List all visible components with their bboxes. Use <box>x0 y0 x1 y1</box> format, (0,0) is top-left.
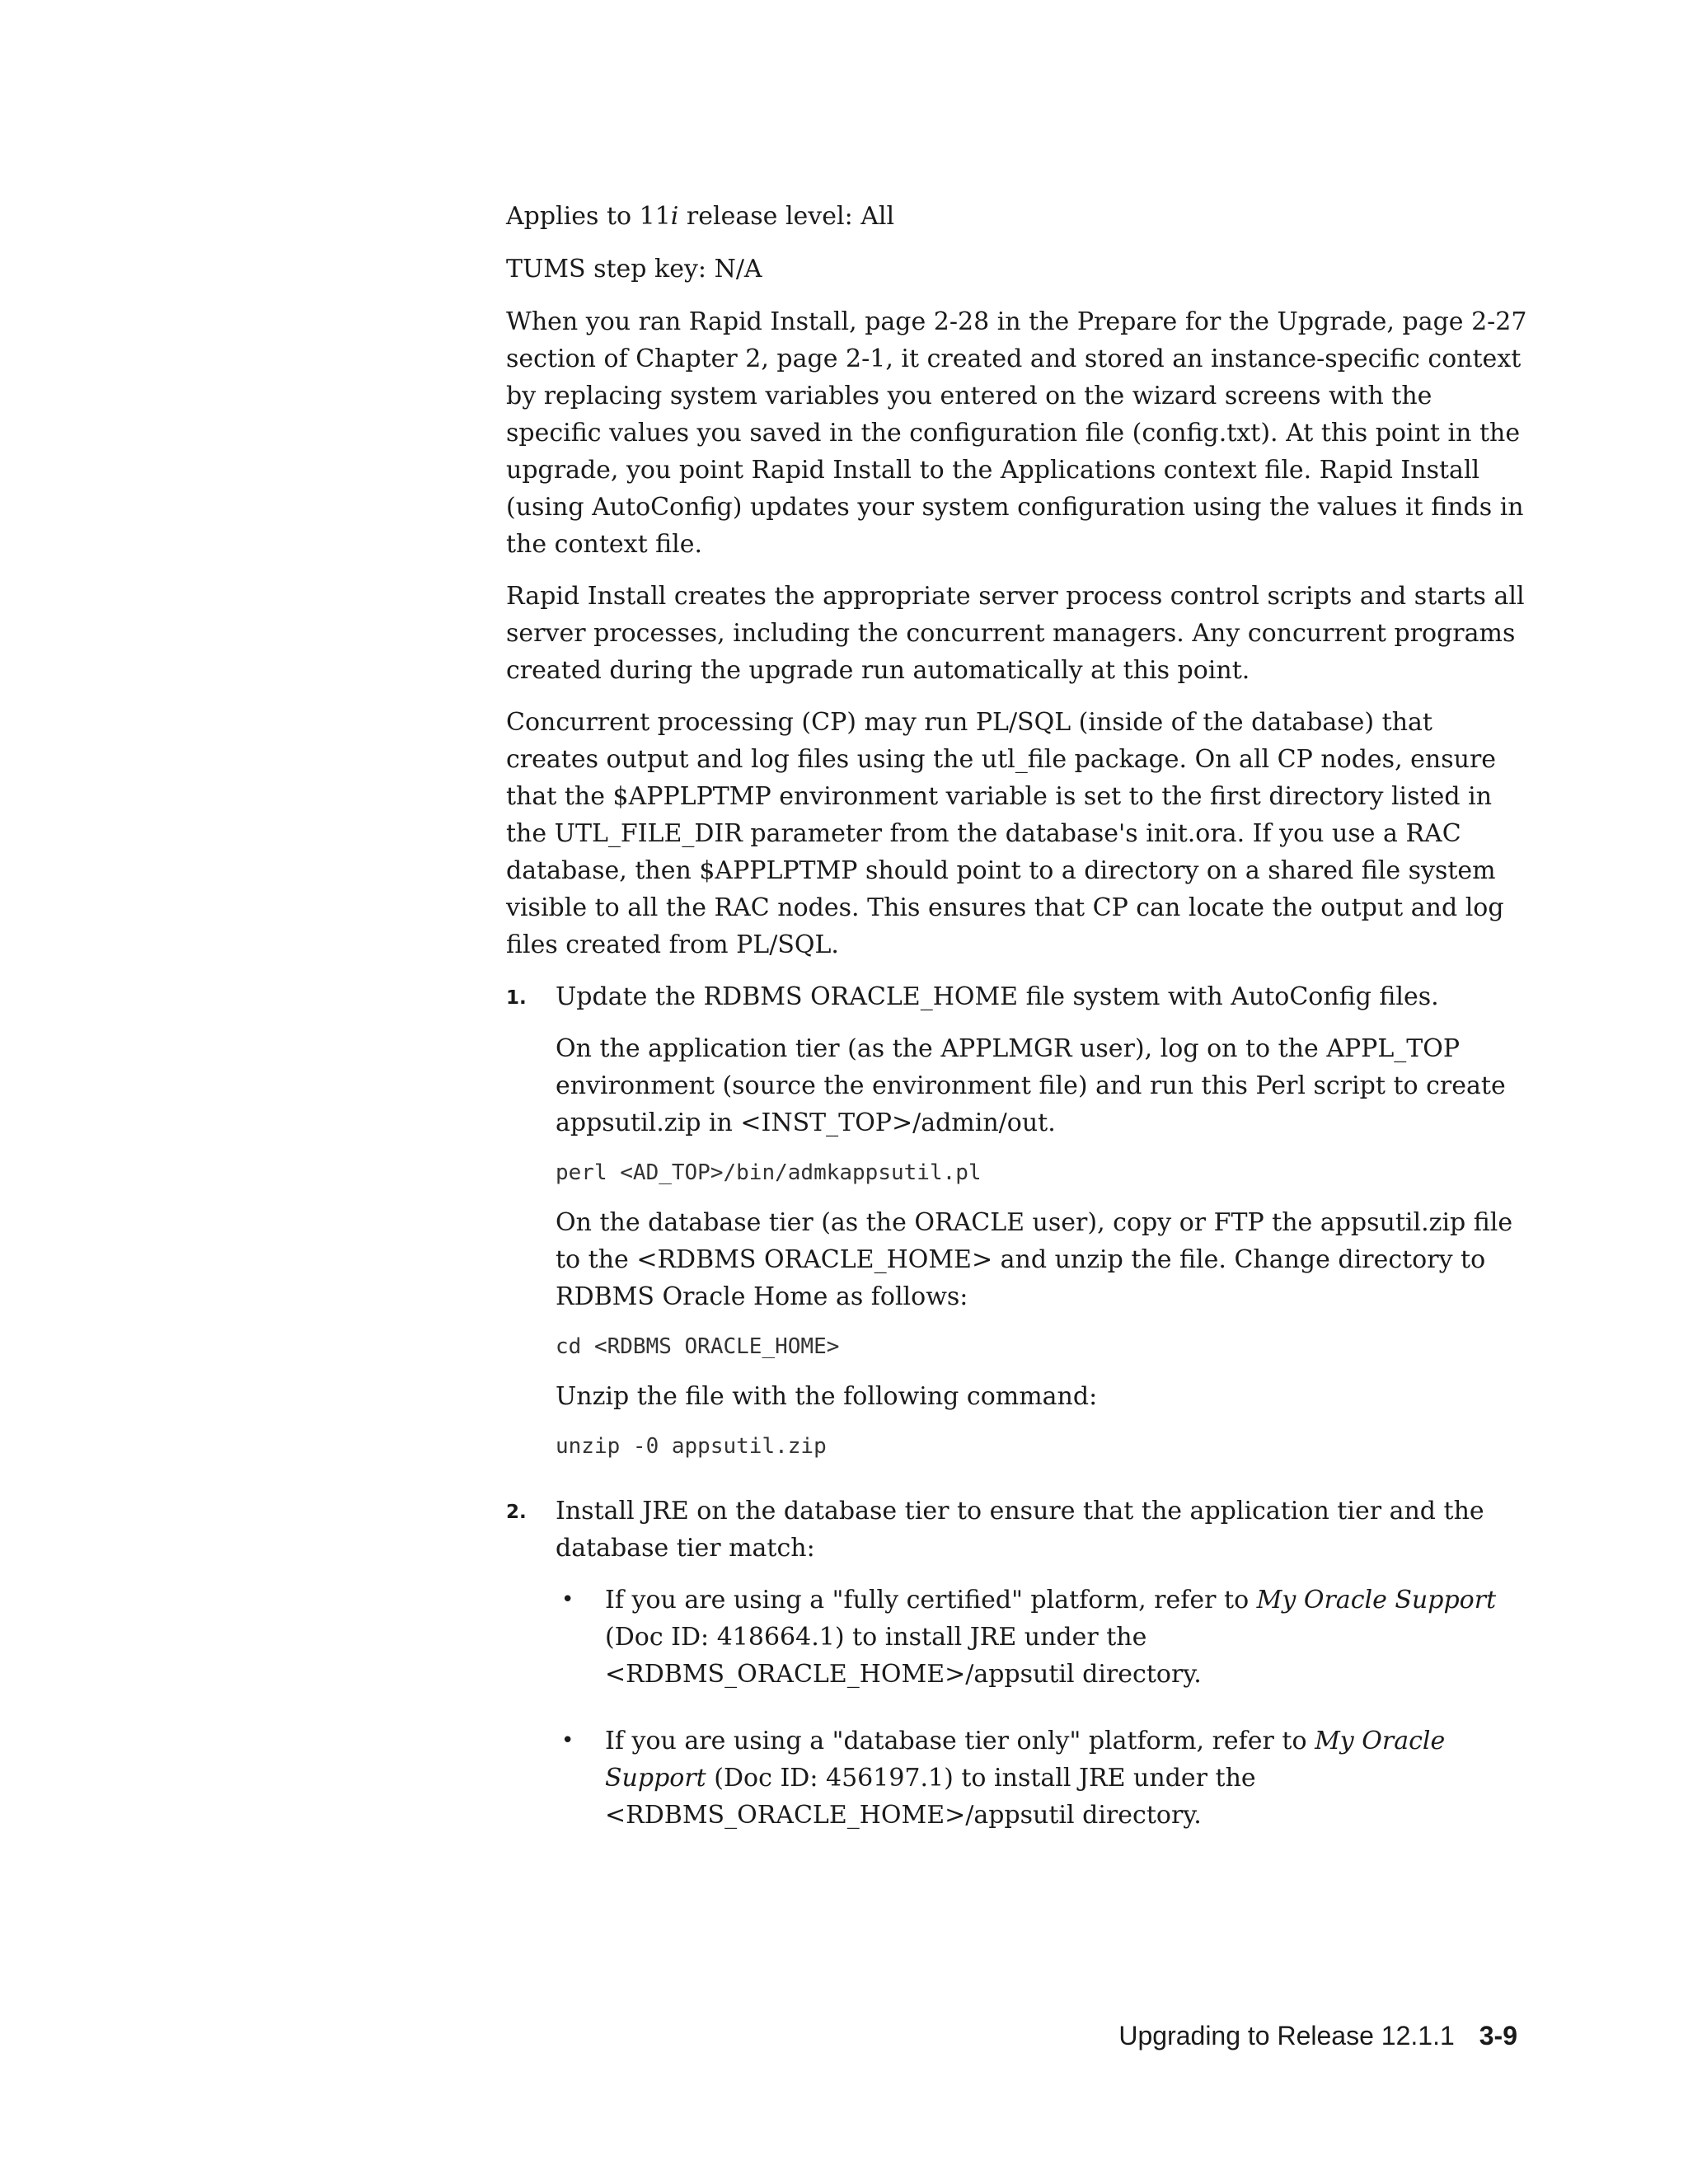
step-2 <box>506 1493 1528 1834</box>
paragraph-concurrent-processing: Concurrent processing (CP) may run PL/SQL (inside of the database) that creates output and log files using the utl_file package. On all CP nodes, ensure that the $APPLPTMP environment variable is set to the first directory listed in the UTL_FILE_DIR parameter from the database's init.ora. If you use a RAC database, then $APPLPTMP should point to a directory on a shared file system visible to all the RAC nodes. This ensures that CP can locate the output and log files created from PL/SQL. <box>506 708 1504 959</box>
code-block-perl: perl <AD_TOP>/bin/admkappsutil.pl <box>556 1160 982 1185</box>
bullet-icon: • <box>561 1587 574 1612</box>
list-item <box>556 1722 1528 1834</box>
step-number: 2. <box>506 1502 527 1523</box>
bullet-text-suffix: (Doc ID: 418664.1) to install JRE under the <RDBMS_ORACLE_HOME>/appsutil directory. <box>605 1623 1202 1689</box>
step-title: Update the RDBMS ORACLE_HOME file system with AutoConfig files. <box>556 982 1439 1011</box>
release-italic: i <box>670 202 679 231</box>
step-paragraph: On the application tier (as the APPLMGR user), log on to the APPL_TOP environment (source the environment file) and run this Perl script to create appsutil.zip in <INST_TOP>/admin/out. <box>556 1034 1506 1137</box>
step-paragraph: On the database tier (as the ORACLE user), copy or FTP the appsutil.zip file to the <RDBMS ORACLE_HOME> and unzip the file. Change directory to RDBMS Oracle Home as follows: <box>556 1208 1513 1311</box>
page-footer <box>1118 2021 1517 2051</box>
bullet-text-italic: My Oracle Support <box>605 1727 1446 1793</box>
bullet-icon: • <box>561 1728 574 1753</box>
bullet-list <box>556 1582 1528 1834</box>
page-number: 3-9 <box>1479 2021 1517 2050</box>
release-suffix: release level: All <box>678 202 895 231</box>
bullet-text-prefix: If you are using a "database tier only" platform, refer to <box>605 1727 1315 1755</box>
code-block-unzip: unzip -0 appsutil.zip <box>556 1434 827 1459</box>
tums-step-key: TUMS step key: N/A <box>506 255 762 284</box>
step-title: Install JRE on the database tier to ensure that the application tier and the database tier match: <box>556 1497 1484 1563</box>
step-number: 1. <box>506 987 527 1009</box>
bullet-text-prefix: If you are using a "fully certified" platform, refer to <box>605 1586 1257 1615</box>
page-content <box>506 198 1528 1834</box>
bullet-text-suffix: (Doc ID: 456197.1) to install JRE under the <RDBMS_ORACLE_HOME>/appsutil directory. <box>605 1764 1256 1830</box>
paragraph-rapid-install-context: When you ran Rapid Install, page 2-28 in the Prepare for the Upgrade, page 2-27 section of Chapter 2, page 2-1, it created and stored an instance-specific context by replacing system variables you entered on the wizard screens with the specific values you saved in the configuration file (config.txt). At this point in the upgrade, you point Rapid Install to the Applications context file. Rapid Install (using AutoConfig) updates your system configuration using the values it finds in the context file. <box>506 307 1527 559</box>
step-paragraph: Unzip the file with the following command: <box>556 1382 1098 1411</box>
list-item <box>556 1582 1528 1693</box>
footer-title: Upgrading to Release 12.1.1 <box>1118 2021 1455 2050</box>
paragraph-server-processes: Rapid Install creates the appropriate server process control scripts and starts all server processes, including the concurrent managers. Any concurrent programs created during the upgrade run automatically at this point. <box>506 582 1525 685</box>
release-label: Applies to 11 <box>506 202 671 231</box>
step-1 <box>506 978 1528 1463</box>
bullet-text-italic: My Oracle Support <box>1256 1586 1497 1615</box>
code-block-cd: cd <RDBMS ORACLE_HOME> <box>556 1334 840 1359</box>
release-level-line <box>506 198 1528 235</box>
